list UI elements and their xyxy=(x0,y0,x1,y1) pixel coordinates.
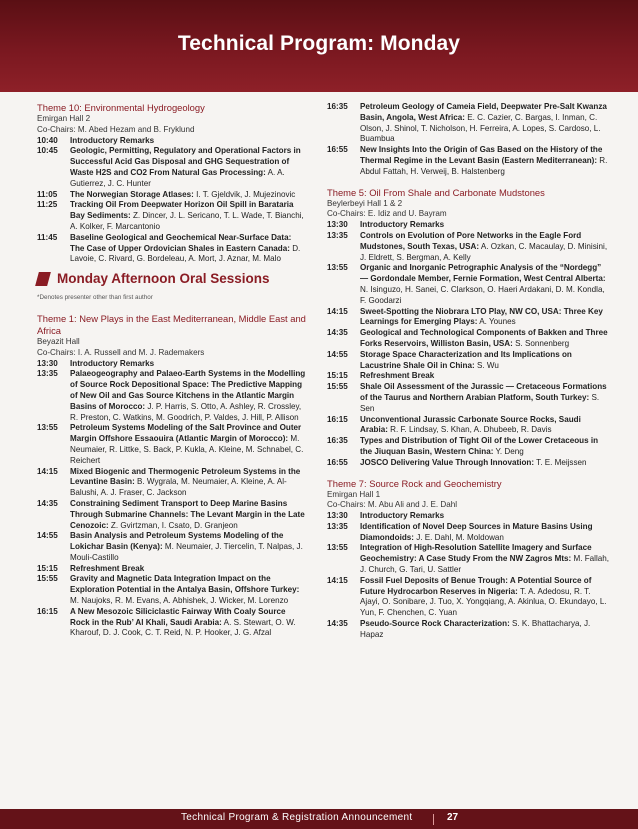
item-title: Geologic, Permitting, Regulatory and Operational Factors in Successful Acid Gas Disposal and GHG Sequestration of Waste H2S and CO2 From Natural Gas Processing: xyxy=(70,146,301,177)
item-content xyxy=(360,522,610,544)
program-item xyxy=(327,382,610,414)
program-item xyxy=(37,359,307,370)
item-title: Gravity and Magnetic Data Integration Impact on the Exploration Potential in the Antalya Basin, Offshore Turkey: xyxy=(70,574,300,595)
item-time: 13:55 xyxy=(37,423,58,433)
item-time: 11:45 xyxy=(37,232,58,242)
footer-band xyxy=(0,809,638,829)
item-authors: Z. Gvirtzman, I. Csato, D. Granjeon xyxy=(110,520,238,530)
item-content xyxy=(70,564,307,575)
item-authors: T. E. Meijssen xyxy=(536,457,587,467)
afternoon-title: Monday Afternoon Oral Sessions xyxy=(57,271,270,287)
presenter-note: *Denotes presenter other than first author xyxy=(37,294,153,302)
item-title: Integration of High-Resolution Satellite Imagery and Surface Geochemistry: A Case Study From the NW Zagros Mts: xyxy=(360,543,592,564)
program-item xyxy=(37,136,307,147)
item-title: Basin Analysis and Petroleum Systems Modeling of the Lokichar Basin (Kenya): xyxy=(70,531,284,552)
item-time: 13:55 xyxy=(327,543,348,553)
item-authors: B. Wygrala, M. Neumaier, A. Kleine, A. Al-Balushi, A. J. Fraser, C. Jackson xyxy=(70,477,287,498)
item-authors: M. Fallah, J. Church, G. Tari, U. Sattler xyxy=(360,554,610,575)
item-authors: M. Neumaier, R. Littke, S. Back, P. Kukla, A. Kleine, M. Schnabel, C. Reichert xyxy=(70,434,304,465)
program-item xyxy=(327,371,610,382)
program-item xyxy=(327,436,610,458)
theme1-continued-list xyxy=(327,102,610,178)
theme1-list xyxy=(37,359,307,640)
program-item xyxy=(37,531,307,563)
item-authors: N. Isinguzo, H. Sanei, C. Clarkson, O. Haeri Ardakani, D. M. Kondla, F. Goodarzi xyxy=(360,284,605,305)
item-time: 13:35 xyxy=(37,369,58,379)
item-title: New Insights Into the Origin of Gas Based on the History of the Thermal Regime in the Levant Basin (Eastern Mediterranean): xyxy=(360,145,603,165)
item-time: 13:30 xyxy=(37,358,58,368)
item-title: Identification of Novel Deep Sources in Mature Basins Using Diamondoids: xyxy=(360,521,593,542)
item-authors: M. Neumaier, J. Tiercelin, T. Nalpas, J. Mouli-Castillo xyxy=(70,542,303,562)
theme10-list xyxy=(37,136,307,266)
header-band xyxy=(0,0,638,92)
item-authors: S. Sen xyxy=(360,392,600,413)
item-authors: Y. Deng xyxy=(495,446,524,456)
program-item xyxy=(37,146,307,189)
item-time: 15:15 xyxy=(327,371,348,381)
theme5-list xyxy=(327,220,610,468)
item-title: Constraining Sediment Transport to Deep Marine Basins Through Submarine Channels: The Levant Margin in the Late Cenozoic: xyxy=(70,498,305,530)
program-item xyxy=(327,458,610,469)
afternoon-heading xyxy=(37,271,307,287)
program-item xyxy=(327,522,610,544)
item-content xyxy=(360,145,610,177)
item-title: Controls on Evolution of Pore Networks in the Eagle Ford Mudstones, South Texas, USA: xyxy=(360,230,582,251)
item-time: 16:35 xyxy=(327,436,348,446)
item-content xyxy=(360,307,610,329)
program-item xyxy=(327,576,610,619)
item-content xyxy=(70,136,307,147)
item-content xyxy=(70,574,307,606)
program-item xyxy=(327,350,610,372)
item-time: 14:55 xyxy=(37,531,58,541)
item-time: 13:35 xyxy=(327,521,348,531)
theme1-chairs: Co-Chairs: I. A. Russell and M. J. Rademakers xyxy=(37,347,205,357)
item-title: Sweet-Spotting the Niobrara LTO Play, NW CO, USA: Three Key Learnings for Emerging Plays: xyxy=(360,306,603,327)
item-title: Fossil Fuel Deposits of Benue Trough: A Potential Source of Future Hydrocarbon Reserves in Nigeria: xyxy=(360,575,592,596)
item-content xyxy=(70,499,307,531)
theme5-venue: Beylerbeyi Hall 1 & 2 xyxy=(327,198,403,208)
program-item xyxy=(37,467,307,499)
item-content xyxy=(360,382,610,414)
item-time: 11:05 xyxy=(37,189,58,199)
theme7-list xyxy=(327,511,610,641)
item-content xyxy=(70,467,307,499)
item-time: 16:55 xyxy=(327,457,348,467)
item-content xyxy=(360,511,610,522)
item-title: Baseline Geological and Geochemical Near-Surface Data: The Case of Upper Ordovician Shales in Eastern Canada: xyxy=(70,232,292,253)
item-title: Petroleum Systems Modeling of the Salt Province and Outer Margin Offshore Essaouira (Atlantic Margin of Morocco): xyxy=(70,423,302,444)
item-time: 15:55 xyxy=(327,382,348,392)
item-content xyxy=(70,607,307,639)
program-item xyxy=(327,220,610,231)
left-column xyxy=(37,102,307,639)
right-column xyxy=(327,102,610,641)
item-time: 14:55 xyxy=(327,349,348,359)
program-item xyxy=(327,511,610,522)
item-title: JOSCO Delivering Value Through Innovation: xyxy=(360,457,535,467)
item-authors: S. K. Bhattacharya, J. Hapaz xyxy=(360,619,591,639)
item-time: 16:35 xyxy=(327,102,348,111)
program-item xyxy=(37,499,307,531)
program-item xyxy=(327,415,610,437)
item-time: 14:35 xyxy=(37,498,58,508)
program-item xyxy=(327,328,610,350)
item-time: 13:55 xyxy=(327,263,348,273)
item-content xyxy=(70,146,307,189)
item-title: Introductory Remarks xyxy=(360,511,445,521)
program-item xyxy=(37,190,307,201)
item-content xyxy=(360,458,610,469)
theme10-chairs: Co-Chairs: M. Abed Hezam and B. Fryklund xyxy=(37,124,195,134)
item-time: 16:55 xyxy=(327,145,348,155)
item-title: Palaeogeography and Palaeo-Earth Systems in the Modelling of Source Rock Depositional Space: The Predictive Mapping of New Oil and Gas Source Kitchens in the Atlantic Margin Basins of Morocco: xyxy=(70,369,306,411)
item-time: 15:55 xyxy=(37,574,58,584)
item-authors: R. Abdul Fattah, H. Verweij, B. Halstenberg xyxy=(360,155,608,176)
program-item xyxy=(37,564,307,575)
program-item xyxy=(327,543,610,575)
item-title: Storage Space Characterization and Its Implications on Lacustrine Shale Oil in China: xyxy=(360,349,572,370)
item-authors: E. C. Cazier, C. Bargas, I. Inman, C. Olson, J. Shinol, T. Nicholson, H. Ferreira, A. Lopes, S. Cardoso, L. Buambua xyxy=(360,112,601,144)
item-time: 13:35 xyxy=(327,230,348,240)
item-time: 13:30 xyxy=(327,511,348,521)
item-title: Introductory Remarks xyxy=(70,358,155,368)
program-item xyxy=(37,574,307,606)
theme5-chairs: Co-Chairs: E. Idiz and U. Bayram xyxy=(327,209,447,219)
item-title: A New Mesozoic Siliciclastic Fairway With Coaly Source Rock in the Rub’ Al Khali, Saudi Arabia: xyxy=(70,606,286,627)
item-title: Geological and Technological Components of Bakken and Three Forks Reservoirs, Williston Basin, USA: xyxy=(360,328,608,348)
item-time: 14:15 xyxy=(327,575,348,585)
item-title: The Norwegian Storage Atlases: xyxy=(70,189,194,199)
item-title: Introductory Remarks xyxy=(360,220,445,230)
page-title: Technical Program: Monday xyxy=(177,32,461,55)
item-authors: A. A. Gutierrez, J. C. Hunter xyxy=(70,167,285,188)
item-title: Mixed Biogenic and Thermogenic Petroleum Systems in the Levantine Basin: xyxy=(70,466,301,487)
item-title: Types and Distribution of Tight Oil of the Lower Cretaceous in the Jiuquan Basin, Western China: xyxy=(360,436,599,456)
slash-marker-icon xyxy=(35,272,51,286)
program-item xyxy=(37,369,307,423)
item-content xyxy=(70,359,307,370)
item-time: 11:25 xyxy=(37,200,58,210)
program-item xyxy=(37,607,307,639)
item-time: 14:15 xyxy=(37,466,58,476)
theme7-chairs: Co-Chairs: M. Abu Ali and J. E. Dahl xyxy=(327,500,458,510)
item-content xyxy=(70,423,307,466)
item-authors: A. Younes xyxy=(479,317,516,327)
item-authors: J. P. Harris, S. Otto, A. Ashley, R. Crossley, R. Preston, C. Watkins, M. Goodrich, P. Valdes, J. Hill, P. Allison xyxy=(70,401,302,422)
item-content xyxy=(360,220,610,231)
item-content xyxy=(70,200,307,232)
program-item xyxy=(327,619,610,641)
item-time: 10:40 xyxy=(37,135,58,145)
item-authors: Z. Dincer, J. L. Sericano, T. L. Wade, T. Bianchi, A. Kolker, F. Marcantonio xyxy=(70,211,304,231)
item-title: Petroleum Geology of Cameia Field, Deepwater Pre-Salt Kwanza Basin, Angola, West Africa: xyxy=(360,102,607,122)
item-content xyxy=(360,619,610,641)
item-content xyxy=(360,231,610,263)
item-time: 14:35 xyxy=(327,619,348,629)
item-content xyxy=(360,263,610,306)
item-authors: A. Ozkan, C. Macaulay, D. Minisini, J. Eldrett, S. Bergman, A. Kelly xyxy=(360,241,608,262)
item-title: Tracking Oil From Deepwater Horizon Oil Spill in Barataria Bay Sediments: xyxy=(70,200,294,221)
theme5-title: Theme 5: Oil From Shale and Carbonate Mudstones xyxy=(327,186,545,198)
theme1-title: Theme 1: New Plays in the East Mediterranean, Middle East and Africa xyxy=(37,312,306,336)
item-content xyxy=(70,531,307,563)
program-item xyxy=(327,102,610,145)
item-authors: T. A. Adedosu, R. T. Ajayi, O. Sonibare, J. Tuo, X. Yongqiang, A. Akinlua, O. Ekundayo, L. Yun, F. Chenchen, C. Yuan xyxy=(360,586,607,618)
program-item xyxy=(327,263,610,306)
item-authors: R. F. Lindsay, S. Khan, A. Dhubeeb, R. Davis xyxy=(390,425,552,435)
program-item xyxy=(37,200,307,232)
program-item xyxy=(37,233,307,265)
item-time: 16:15 xyxy=(327,414,348,424)
item-content xyxy=(360,102,610,145)
theme10-title: Theme 10: Environmental Hydrogeology xyxy=(37,102,205,113)
theme7-venue: Emirgan Hall 1 xyxy=(327,489,381,499)
item-content xyxy=(360,371,610,382)
item-authors: A. S. Stewart, O. W. Kharouf, D. J. Cook, C. T. Reid, N. P. Hooker, J. G. Afzal xyxy=(70,617,296,638)
item-title: Shale Oil Assessment of the Jurassic — Cretaceous Formations of the Taurus and Northern Arabian Platform, South Turkey: xyxy=(360,382,607,402)
item-content xyxy=(360,436,610,458)
item-content xyxy=(360,543,610,575)
item-content xyxy=(360,576,610,619)
item-time: 13:30 xyxy=(327,220,348,230)
program-item xyxy=(327,231,610,263)
item-content xyxy=(360,415,610,437)
item-title: Refreshment Break xyxy=(70,563,145,573)
item-authors: J. E. Dahl, M. Moldowan xyxy=(416,532,504,542)
theme1-venue: Beyazit Hall xyxy=(37,336,80,346)
item-content xyxy=(70,369,307,423)
item-authors: S. Wu xyxy=(476,360,499,370)
item-content xyxy=(360,328,610,350)
item-title: Refreshment Break xyxy=(360,371,435,381)
item-time: 16:15 xyxy=(37,606,58,616)
item-content xyxy=(70,233,307,265)
item-authors: S. Sonnenberg xyxy=(515,338,570,348)
theme10-venue: Emirgan Hall 2 xyxy=(37,114,91,123)
item-time: 14:35 xyxy=(327,328,348,338)
item-title: Pseudo-Source Rock Characterization: xyxy=(360,619,510,629)
item-authors: M. Naujoks, R. M. Evans, A. Abhishek, J. Wicker, M. Lorenzo xyxy=(70,596,289,606)
item-time: 10:45 xyxy=(37,146,58,156)
program-item xyxy=(327,307,610,329)
item-title: Organic and Inorganic Petrographic Analysis of the “Nordegg” — Gordondale Member, Fernie Formation, West Central Alberta: xyxy=(360,263,606,284)
item-title: Introductory Remarks xyxy=(70,135,155,145)
program-item xyxy=(37,423,307,466)
item-content xyxy=(360,350,610,372)
theme7-title: Theme 7: Source Rock and Geochemistry xyxy=(327,477,502,489)
item-authors: D. Lavoie, C. Rivard, G. Bordeleau, A. Mort, J. Aznar, M. Malo xyxy=(70,243,301,264)
item-title: Unconventional Jurassic Carbonate Source Rocks, Saudi Arabia: xyxy=(360,414,581,435)
item-time: 15:15 xyxy=(37,563,58,573)
item-time: 14:15 xyxy=(327,306,348,316)
page-number: 27 xyxy=(447,812,459,823)
program-item xyxy=(327,145,610,177)
footer-text: Technical Program & Registration Announcement xyxy=(181,812,413,823)
footer-divider xyxy=(433,814,434,825)
item-authors: I. T. Gjeldvik, J. Mujezinovic xyxy=(196,189,296,199)
item-content xyxy=(70,190,307,201)
